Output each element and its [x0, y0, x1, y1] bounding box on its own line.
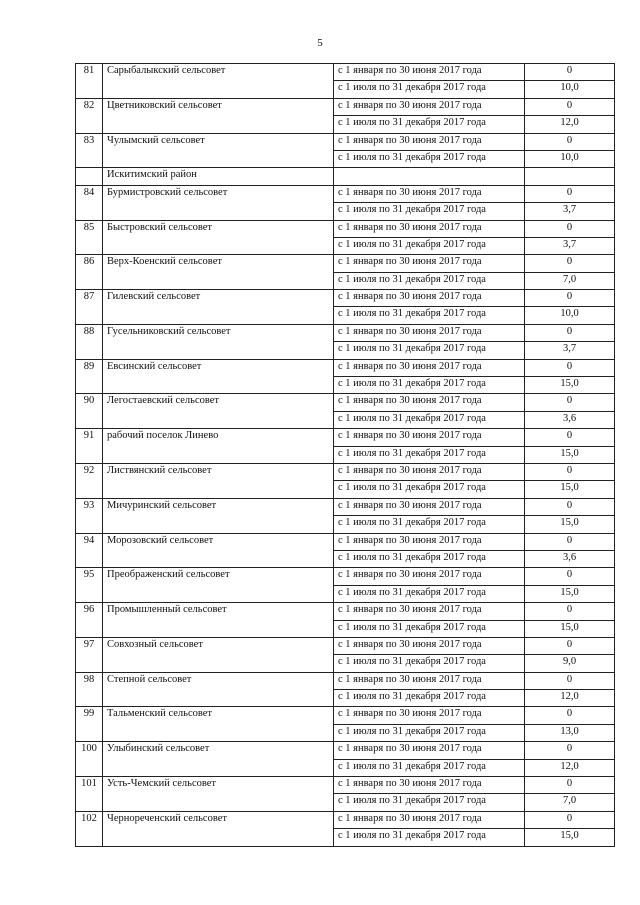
row-number: 84	[76, 185, 103, 220]
settlement-name: рабочий поселок Линево	[103, 429, 334, 464]
period-second: с 1 июля по 31 декабря 2017 года	[334, 272, 525, 289]
value-first-half: 0	[525, 255, 615, 272]
table-row	[76, 707, 615, 724]
period-second: с 1 июля по 31 декабря 2017 года	[334, 116, 525, 133]
period-second: с 1 июля по 31 декабря 2017 года	[334, 203, 525, 220]
settlement-name: Тальменский сельсовет	[103, 707, 334, 742]
row-number: 85	[76, 220, 103, 255]
row-number: 92	[76, 463, 103, 498]
row-number: 102	[76, 811, 103, 846]
table-row	[76, 498, 615, 515]
value-first-half: 0	[525, 133, 615, 150]
settlement-name: Гилевский сельсовет	[103, 290, 334, 325]
table-row	[76, 603, 615, 620]
settlement-name: Сарыбалыкский сельсовет	[103, 64, 334, 99]
value-first-half: 0	[525, 394, 615, 411]
settlement-name: Преображенский сельсовет	[103, 568, 334, 603]
tariff-table	[75, 63, 615, 847]
period-second: с 1 июля по 31 декабря 2017 года	[334, 620, 525, 637]
value-cell	[525, 168, 615, 185]
table-row	[76, 98, 615, 115]
period-first: с 1 января по 30 июня 2017 года	[334, 777, 525, 794]
table-row	[76, 742, 615, 759]
table-row	[76, 637, 615, 654]
value-second-half: 3,6	[525, 411, 615, 428]
value-second-half: 12,0	[525, 116, 615, 133]
period-first: с 1 января по 30 июня 2017 года	[334, 220, 525, 237]
value-second-half: 10,0	[525, 307, 615, 324]
value-second-half: 12,0	[525, 690, 615, 707]
value-second-half: 15,0	[525, 446, 615, 463]
period-second: с 1 июля по 31 декабря 2017 года	[334, 481, 525, 498]
settlement-name: Евсинский сельсовет	[103, 359, 334, 394]
value-first-half: 0	[525, 533, 615, 550]
period-second: с 1 июля по 31 декабря 2017 года	[334, 446, 525, 463]
settlement-name: Бурмистровский сельсовет	[103, 185, 334, 220]
period-second: с 1 июля по 31 декабря 2017 года	[334, 81, 525, 98]
value-second-half: 15,0	[525, 481, 615, 498]
period-first: с 1 января по 30 июня 2017 года	[334, 290, 525, 307]
settlement-name: Цветниковский сельсовет	[103, 98, 334, 133]
value-second-half: 15,0	[525, 829, 615, 846]
value-second-half: 3,6	[525, 550, 615, 567]
table-row	[76, 185, 615, 202]
row-number-cell	[76, 168, 103, 185]
value-second-half: 12,0	[525, 759, 615, 776]
row-number: 83	[76, 133, 103, 168]
district-heading: Искитимский район	[103, 168, 334, 185]
row-number: 88	[76, 324, 103, 359]
row-number: 101	[76, 777, 103, 812]
table-row	[76, 64, 615, 81]
period-first: с 1 января по 30 июня 2017 года	[334, 568, 525, 585]
page-number: 5	[317, 37, 323, 49]
settlement-name: Листвянский сельсовет	[103, 463, 334, 498]
period-first: с 1 января по 30 июня 2017 года	[334, 324, 525, 341]
table-row	[76, 290, 615, 307]
period-cell	[334, 168, 525, 185]
value-first-half: 0	[525, 498, 615, 515]
table-row	[76, 394, 615, 411]
period-second: с 1 июля по 31 декабря 2017 года	[334, 550, 525, 567]
settlement-name: Чернореченский сельсовет	[103, 811, 334, 846]
row-number: 94	[76, 533, 103, 568]
row-number: 93	[76, 498, 103, 533]
period-first: с 1 января по 30 июня 2017 года	[334, 463, 525, 480]
value-second-half: 15,0	[525, 377, 615, 394]
period-second: с 1 июля по 31 декабря 2017 года	[334, 237, 525, 254]
table-row	[76, 672, 615, 689]
settlement-name: Гусельниковский сельсовет	[103, 324, 334, 359]
period-second: с 1 июля по 31 декабря 2017 года	[334, 411, 525, 428]
period-second: с 1 июля по 31 декабря 2017 года	[334, 794, 525, 811]
table-row	[76, 133, 615, 150]
row-number: 82	[76, 98, 103, 133]
period-first: с 1 января по 30 июня 2017 года	[334, 429, 525, 446]
value-first-half: 0	[525, 742, 615, 759]
settlement-name: Легостаевский сельсовет	[103, 394, 334, 429]
row-number: 90	[76, 394, 103, 429]
value-second-half: 15,0	[525, 585, 615, 602]
value-first-half: 0	[525, 429, 615, 446]
value-first-half: 0	[525, 290, 615, 307]
value-second-half: 3,7	[525, 342, 615, 359]
value-second-half: 15,0	[525, 516, 615, 533]
settlement-name: Быстровский сельсовет	[103, 220, 334, 255]
table-row	[76, 777, 615, 794]
value-first-half: 0	[525, 637, 615, 654]
period-first: с 1 января по 30 июня 2017 года	[334, 359, 525, 376]
table-row	[76, 359, 615, 376]
period-second: с 1 июля по 31 декабря 2017 года	[334, 150, 525, 167]
value-first-half: 0	[525, 777, 615, 794]
row-number: 91	[76, 429, 103, 464]
value-first-half: 0	[525, 185, 615, 202]
period-first: с 1 января по 30 июня 2017 года	[334, 533, 525, 550]
value-first-half: 0	[525, 568, 615, 585]
table-row	[76, 811, 615, 828]
period-second: с 1 июля по 31 декабря 2017 года	[334, 585, 525, 602]
period-second: с 1 июля по 31 декабря 2017 года	[334, 655, 525, 672]
value-first-half: 0	[525, 811, 615, 828]
district-heading-row	[76, 168, 615, 185]
value-second-half: 10,0	[525, 81, 615, 98]
period-second: с 1 июля по 31 декабря 2017 года	[334, 829, 525, 846]
value-second-half: 7,0	[525, 794, 615, 811]
period-first: с 1 января по 30 июня 2017 года	[334, 707, 525, 724]
period-second: с 1 июля по 31 декабря 2017 года	[334, 759, 525, 776]
settlement-name: Чулымский сельсовет	[103, 133, 334, 168]
settlement-name: Улыбинский сельсовет	[103, 742, 334, 777]
row-number: 89	[76, 359, 103, 394]
period-first: с 1 января по 30 июня 2017 года	[334, 394, 525, 411]
table-row	[76, 568, 615, 585]
value-second-half: 9,0	[525, 655, 615, 672]
period-second: с 1 июля по 31 декабря 2017 года	[334, 342, 525, 359]
row-number: 97	[76, 637, 103, 672]
period-second: с 1 июля по 31 декабря 2017 года	[334, 724, 525, 741]
settlement-name: Морозовский сельсовет	[103, 533, 334, 568]
value-second-half: 13,0	[525, 724, 615, 741]
value-first-half: 0	[525, 707, 615, 724]
period-second: с 1 июля по 31 декабря 2017 года	[334, 307, 525, 324]
settlement-name: Совхозный сельсовет	[103, 637, 334, 672]
period-first: с 1 января по 30 июня 2017 года	[334, 185, 525, 202]
period-first: с 1 января по 30 июня 2017 года	[334, 64, 525, 81]
table-row	[76, 533, 615, 550]
settlement-name: Мичуринский сельсовет	[103, 498, 334, 533]
period-second: с 1 июля по 31 декабря 2017 года	[334, 377, 525, 394]
row-number: 98	[76, 672, 103, 707]
period-first: с 1 января по 30 июня 2017 года	[334, 603, 525, 620]
period-first: с 1 января по 30 июня 2017 года	[334, 811, 525, 828]
row-number: 95	[76, 568, 103, 603]
value-second-half: 10,0	[525, 150, 615, 167]
row-number: 96	[76, 603, 103, 638]
table-row	[76, 463, 615, 480]
period-first: с 1 января по 30 июня 2017 года	[334, 498, 525, 515]
value-first-half: 0	[525, 98, 615, 115]
value-second-half: 7,0	[525, 272, 615, 289]
period-first: с 1 января по 30 июня 2017 года	[334, 742, 525, 759]
table-row	[76, 429, 615, 446]
row-number: 87	[76, 290, 103, 325]
row-number: 100	[76, 742, 103, 777]
period-first: с 1 января по 30 июня 2017 года	[334, 98, 525, 115]
settlement-name: Усть-Чемский сельсовет	[103, 777, 334, 812]
period-second: с 1 июля по 31 декабря 2017 года	[334, 690, 525, 707]
settlement-name: Верх-Коенский сельсовет	[103, 255, 334, 290]
period-second: с 1 июля по 31 декабря 2017 года	[334, 516, 525, 533]
value-first-half: 0	[525, 359, 615, 376]
value-first-half: 0	[525, 463, 615, 480]
settlement-name: Промышленный сельсовет	[103, 603, 334, 638]
period-first: с 1 января по 30 июня 2017 года	[334, 133, 525, 150]
table-row	[76, 255, 615, 272]
value-first-half: 0	[525, 672, 615, 689]
row-number: 86	[76, 255, 103, 290]
table-row	[76, 220, 615, 237]
period-first: с 1 января по 30 июня 2017 года	[334, 672, 525, 689]
value-second-half: 3,7	[525, 237, 615, 254]
value-first-half: 0	[525, 324, 615, 341]
value-second-half: 15,0	[525, 620, 615, 637]
period-first: с 1 января по 30 июня 2017 года	[334, 637, 525, 654]
value-first-half: 0	[525, 220, 615, 237]
period-first: с 1 января по 30 июня 2017 года	[334, 255, 525, 272]
value-first-half: 0	[525, 603, 615, 620]
value-second-half: 3,7	[525, 203, 615, 220]
row-number: 99	[76, 707, 103, 742]
settlement-name: Степной сельсовет	[103, 672, 334, 707]
table-row	[76, 324, 615, 341]
value-first-half: 0	[525, 64, 615, 81]
row-number: 81	[76, 64, 103, 99]
